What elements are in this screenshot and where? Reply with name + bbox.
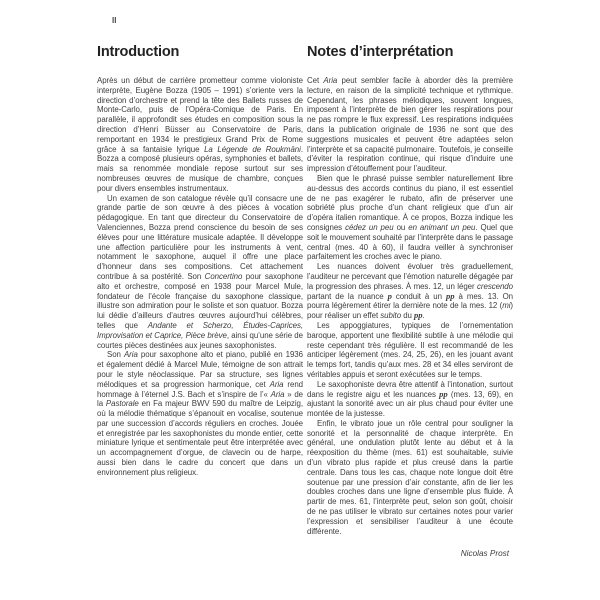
paragraph: [307, 174, 513, 262]
dynamic-marking: pp: [439, 388, 448, 399]
text-run: ou: [393, 222, 409, 232]
text-run: rend hommage à l’éternel J.S. Bach et s’inspire de l’«: [97, 379, 303, 399]
paragraph: [307, 262, 513, 321]
paragraph: [307, 76, 513, 174]
right-column-body: [307, 76, 513, 536]
italic-text-run: Andante et Scherzo, Études-Caprices, Improvisation et Caprice, Pièce brève: [97, 320, 303, 340]
text-run: Après un début de carrière prometteur comme violoniste interprète, Eugène Bozza (1905 – 1991) s’oriente vers la direction d’orchestre et prend la tête des Ballets russes de Monte-Carlo, puis de l’Opéra-Comique de Paris. En parallèle, il approfondit ses études en composition sous la direction d’Henri Büsser au Conservatoire de Paris, remportant en 1934 le prestigieux Grand Prix de Rome grâce à sa fantaisie lyrique: [97, 76, 303, 154]
text-run: Son: [107, 350, 124, 360]
text-run: Les nuances doivent évoluer très graduellement, l’auditeur ne percevant que l’émotion naturelle dégagée par la progression des phrases. À mes. 12, un léger: [307, 262, 513, 291]
dynamic-marking: p: [387, 290, 392, 301]
text-run: peut sembler facile à aborder dès la première lecture, en raison de la simplicité technique et rythmique. Cependant, les phrases mélodiques, souvent longues, imposent à l’interprète de bien gérer les respirations pour ne pas rompre le flux expressif. Les respirations indiquées dans la publication originale de 1936 ne sont que des suggestions musicales et peuvent être adaptées selon l’interprète et sa capacité pulmonaire. Toutefois, je conseille d’éviter la respiration continue, qui risque d’induire une impression d’étouffement pour l’auditeur.: [307, 76, 513, 174]
text-run: partant de la nuance: [307, 291, 388, 301]
italic-text-run: subito: [380, 311, 402, 321]
left-column-body: [97, 76, 303, 478]
italic-text-run: La Légende de Roukmāni: [204, 144, 301, 154]
text-run: Enfin, le vibrato joue un rôle central pour souligner la sonorité et la personnalité de chaque interprète. En général, une ondulation plutôt lente au début et à la réexposition du thème (mes. 61) est souhaitable, suivie d’un vibrato plus rapide et plus creusé dans la partie centrale. Dans tous les cas, chaque note longue doit être soutenue par une pression d’air constante, afin de lier les doubles croches dans une ligne d’ensemble plus fluide. À partir de mes. 61, l’interprète peut, selon son goût, choisir de ne pas utiliser le vibrato sur certaines notes pour varier l’expression et sensibiliser l’auditeur à une écoute différente.: [307, 418, 513, 536]
italic-text-run: Concertino: [204, 271, 243, 281]
text-run: Un examen de son catalogue révèle qu’il consacre une grande partie de son œuvre à des pièces à vocation pédagogique. En tant que directeur du Conservatoire de Valenciennes, Bozza prend conscience du besoin de ses élèves pour une littérature musicale adaptée. Il développe une affection particulière pour les instruments à vent, notamment le saxophone, auquel il offre une place d’honneur dans ses compositions. Cet attachement contribue à sa postérité. Son: [97, 193, 303, 281]
right-column: [307, 44, 513, 558]
text-run: en Fa majeur BWV 590 du maître de Leipzig, où la mélodie thématique s’épanouit en vocalise, soutenue par une succession d’accords réguliers en croches. Jouée et enregistrée par les saxophonistes du monde entier, cette miniature lyrique et sentimentale peut être interprétée avec un accompagnement d’orgue, de clavecin ou de harpe, aussi bien dans le cadre du concert que dans un environnement plus religieux.: [97, 399, 304, 477]
dynamic-marking: pp: [445, 290, 455, 301]
paragraph: [97, 194, 303, 351]
text-run: (mes. 13, 69), en ajustant la sonorité avec un air plus chaud pour éviter une montée de la justesse.: [307, 389, 513, 419]
italic-text-run: cédez un peu: [345, 222, 394, 232]
italic-text-run: Aria: [269, 379, 284, 389]
text-run: . Bozza a composé plusieurs opéras, symphonies et ballets, mais sa renommée mondiale repose surtout sur ses nombreuses œuvres de musique de chambre, conçues pour divers ensembles instrumentaux.: [97, 144, 303, 193]
italic-text-run: Aria: [270, 389, 285, 399]
left-column: [97, 44, 303, 478]
text-run: pour saxophone alto et piano, publié en 1936 et également dédié à Marcel Mule, témoigne de son attrait pour le style néoclassique. Par sa structure, ses lignes mélodiques et sa progression harmonique, cet: [97, 350, 303, 389]
italic-text-run: crescendo: [477, 281, 513, 291]
paragraph: [307, 419, 513, 537]
paragraph: [97, 76, 303, 194]
text-run: .: [422, 311, 425, 321]
italic-text-run: en animant un peu: [408, 222, 476, 232]
text-run: pour saxophone alto et orchestre, composé en 1938 pour Marcel Mule, fondateur de l’école française du saxophone classique, illustre son admiration pour le soliste et son quatuor. Bozza lui dédie d’ailleurs d’autres œuvres aujourd’hui célèbres, telles que: [97, 271, 303, 330]
author-signature: Nicolas Prost: [460, 549, 509, 559]
text-run: Les appoggiatures, typiques de l’ornementation baroque, apportent une flexibilité subtile à une mélodie qui reste cependant très régulière. Il est recommandé de les anticiper légèrement (mes. 24, 25, 26), en les jouant avant le temps fort, tandis qu’aux mes. 28 et 34 elles serviront de véritables appuis et seront exécutées sur le temps.: [307, 320, 513, 379]
text-run: , ainsi qu’une série de courtes pièces destinées aux jeunes saxophonistes.: [97, 330, 303, 350]
paragraph: [307, 321, 513, 380]
italic-text-run: Aria: [323, 76, 338, 85]
text-run: Cet: [307, 76, 324, 85]
italic-text-run: Aria: [123, 350, 138, 360]
text-run: Le saxophoniste devra être attentif à l’intonation, surtout dans le registre aigu et les nuances: [307, 379, 513, 399]
paragraph: [97, 350, 303, 477]
text-run: conduit à un: [391, 291, 446, 301]
page-number: II: [112, 16, 117, 25]
italic-text-run: Pastorale: [105, 399, 139, 409]
text-run: du: [401, 311, 415, 321]
text-run: Bien que le phrasé puisse sembler naturellement libre au-dessus des accords continus du piano, il est essentiel de ne pas exagérer le rubato, afin de préserver une sobriété plus proche d’un chant religieux que d’un air d’opéra italien romantique. À ce propos, Bozza indique les consignes: [307, 173, 513, 232]
text-run: à mes. 13. On pourra légèrement étirer la dernière note de la mes. 12 (: [307, 291, 513, 311]
text-run: ) pour réaliser un effet: [307, 301, 513, 321]
text-run: » de la: [97, 389, 303, 409]
left-column-heading: Introduction: [97, 44, 180, 60]
dynamic-marking: pp: [414, 310, 423, 321]
italic-text-run: mi: [502, 301, 511, 311]
right-column-heading: Notes d’interprétation: [307, 44, 454, 60]
text-run: . Quel que soit le mouvement souhaité par l’interprète dans le passage central (mes. 40 à 60), il faudra veiller à synchroniser parfaitement les croches avec le piano.: [307, 222, 513, 262]
paragraph: [307, 380, 513, 419]
